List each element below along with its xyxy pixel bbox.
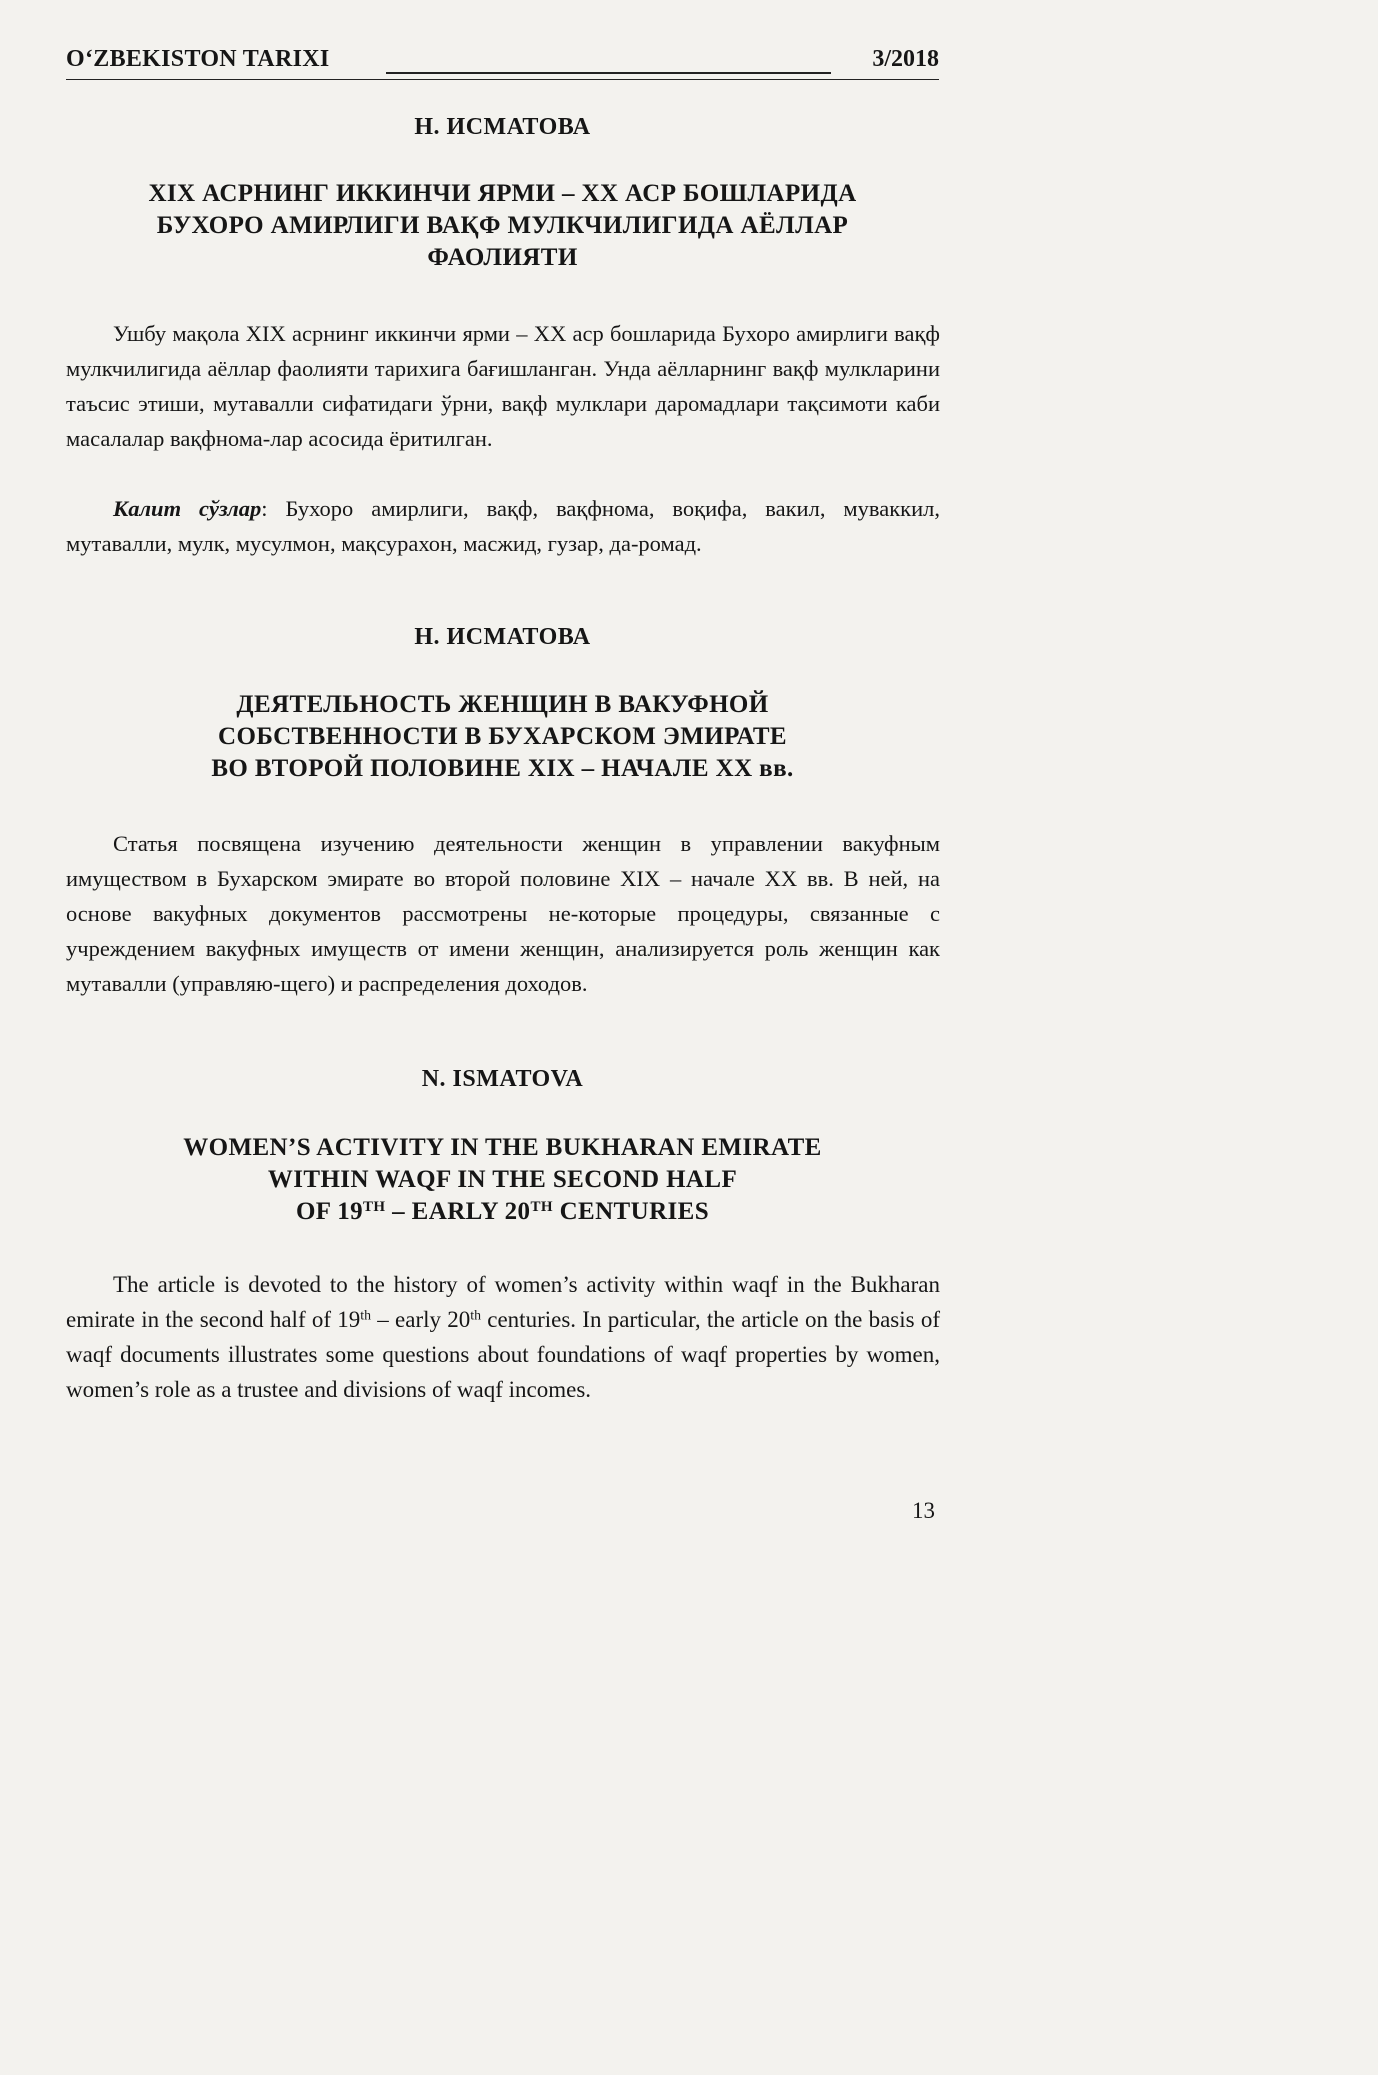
- title-ru-line-2: СОБСТВЕННОСТИ В БУХАРСКОМ ЭМИРАТЕ: [218, 723, 787, 750]
- title-ru-line-1: ДЕЯТЕЛЬНОСТЬ ЖЕНЩИН В ВАКУФНОЙ: [236, 691, 769, 718]
- running-header: [66, 44, 939, 80]
- abstract-uz: Ушбу мақола XIX асрнинг иккинчи ярми – XX аср бошларида Бухоро амирлиги вақф мулкчилигида аёллар фаолияти тарихига бағишланган. Унда аёлларнинг вақф мулкларини таъсис этиши, мутавалли сифатидаги ўрни, вақф мулклари даромадлари тақсимоти каби масалалар вақфнома-лар асосида ёритилган.: [66, 321, 940, 451]
- issue-number: 3/2018: [872, 46, 939, 72]
- abstract-en-sup-th-1: th: [360, 1307, 372, 1323]
- page-number: 13: [912, 1498, 935, 1523]
- title-en-line-1: WOMEN’S ACTIVITY IN THE BUKHARAN EMIRATE: [183, 1134, 822, 1161]
- author-en: N. ISMATOVA: [421, 1066, 584, 1092]
- abstract-en-part-b: – early 20: [371, 1307, 471, 1332]
- title-uz-line-2: БУХОРО АМИРЛИГИ ВАҚФ МУЛКЧИЛИГИДА АЁЛЛАР: [156, 212, 849, 239]
- abstract-en-part-c: centuries. In particular, the article on the basis of waqf documents illustrates some questions about foundations of waqf properties by women, women’s role as a trustee and divisions of waqf incomes.: [66, 1307, 940, 1402]
- abstract-en-part-a: The article is devoted to the history of women’s activity within waqf in the Bukharan emirate in the second half of 19: [66, 1272, 940, 1332]
- keywords-text: : Бухоро амирлиги, вақф, вақфнома, воқифа, вакил, муваккил, мутавалли, мулк, мусулмон, мақсурахон, масжид, гузар, да-ромад.: [66, 496, 940, 556]
- title-ru-line-3: ВО ВТОРОЙ ПОЛОВИНЕ XIX – НАЧАЛЕ XX вв.: [211, 755, 794, 782]
- header-rule: [386, 72, 831, 74]
- abstract-en: [66, 1267, 940, 1407]
- title-ru: [66, 689, 939, 785]
- author-uz: Н. ИСМАТОВА: [414, 114, 591, 140]
- journal-title: O‘ZBEKISTON TARIXI: [66, 46, 330, 72]
- abstract-en-sup-th-2: th: [470, 1307, 481, 1323]
- title-en-line-3-part-a: OF 19: [295, 1198, 363, 1225]
- title-uz-line-3: ФАОЛИЯТИ: [427, 244, 578, 271]
- title-en-sup-th-1: TH: [363, 1198, 386, 1215]
- title-en-sup-th-2: TH: [530, 1198, 553, 1215]
- title-en-line-3: [66, 1196, 939, 1228]
- title-uz: [66, 178, 939, 274]
- title-en: [66, 1132, 939, 1228]
- title-en-line-3-part-c: CENTURIES: [552, 1198, 710, 1225]
- title-en-line-3-part-b: – EARLY 20: [385, 1198, 531, 1225]
- title-uz-line-1: XIX АСРНИНГ ИККИНЧИ ЯРМИ – XX АСР БОШЛАРИДА: [148, 180, 857, 207]
- abstract-ru: Статья посвящена изучению деятельности женщин в управлении вакуфным имуществом в Бухарском эмирате во второй половине XIX – начале XX вв. В ней, на основе вакуфных документов рассмотрены не-которые процедуры, связанные с учреждением вакуфных имуществ от имени женщин, анализируется роль женщин как мутавалли (управляю-щего) и распределения доходов.: [66, 831, 940, 996]
- author-ru: Н. ИСМАТОВА: [414, 624, 591, 650]
- keywords-label: Калит сўзлар: [113, 496, 262, 521]
- title-en-line-2: WITHIN WAQF IN THE SECOND HALF: [267, 1166, 738, 1193]
- keywords-uz: [66, 491, 940, 561]
- header-underline: [66, 79, 939, 80]
